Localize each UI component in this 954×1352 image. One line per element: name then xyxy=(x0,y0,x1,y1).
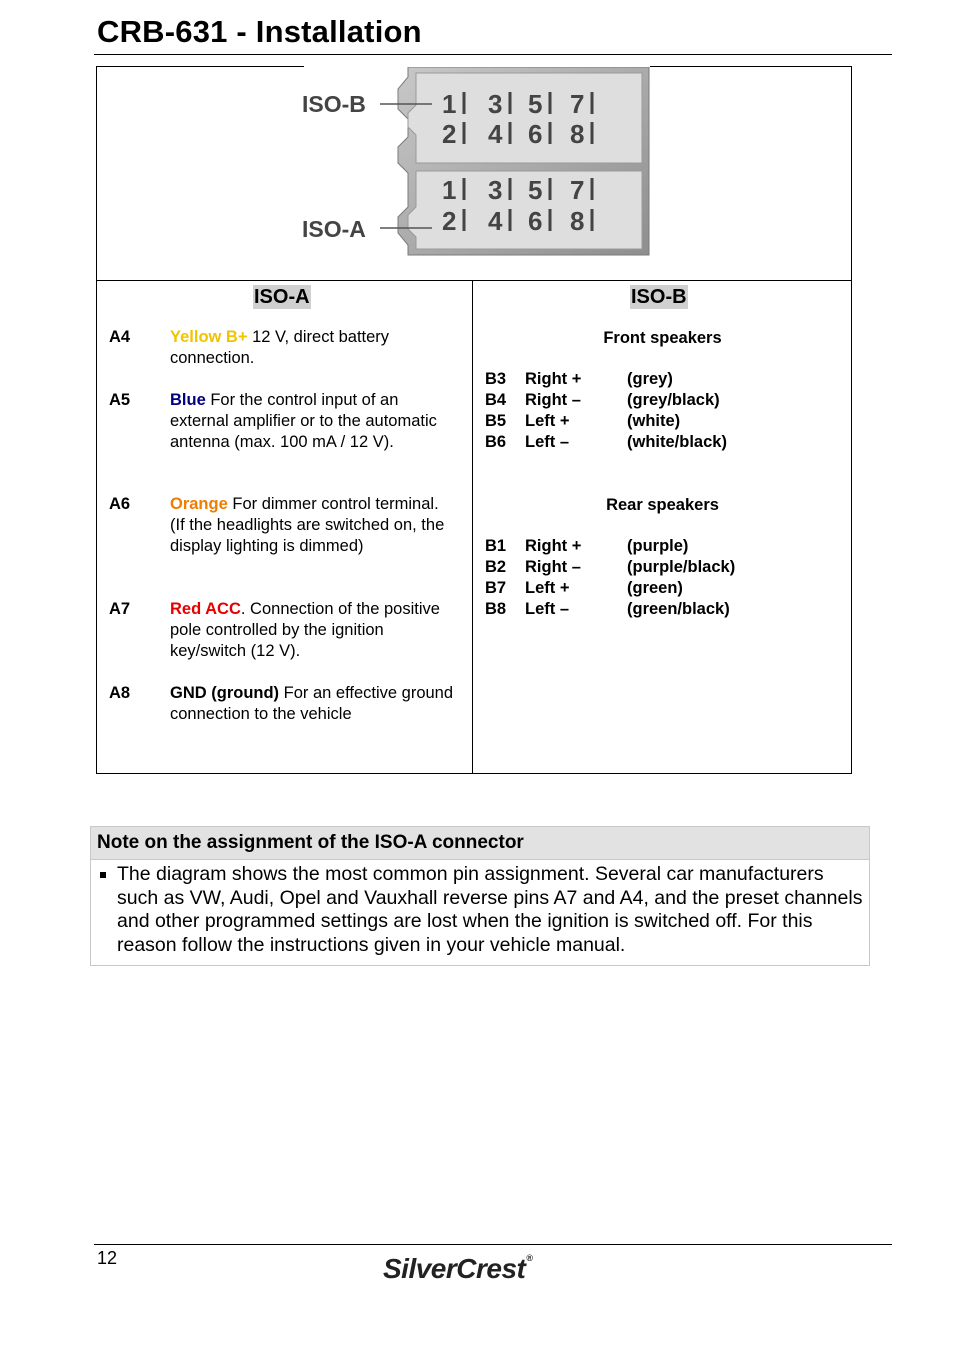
pin-code: B7 xyxy=(485,579,507,597)
pin-code: B3 xyxy=(485,370,507,388)
pin-code: A7 xyxy=(109,600,131,618)
column-divider xyxy=(472,281,473,774)
wire-color-label: Blue xyxy=(170,391,206,409)
upper-pin-2: 2 xyxy=(442,119,457,149)
page-title: CRB-631 - Installation xyxy=(97,14,422,49)
pin-description xyxy=(170,599,454,662)
lower-pin-2: 2 xyxy=(442,206,457,236)
pin-label: Left + xyxy=(525,412,570,430)
rear-speakers-title: Rear speakers xyxy=(606,496,719,514)
wire-color: (purple) xyxy=(627,537,689,555)
pin-description xyxy=(170,327,454,369)
pin-text: For dimmer control terminal. (If the headlights are switched on, the display lighting is dimmed) xyxy=(170,495,445,555)
header-rule xyxy=(94,54,892,55)
upper-pin-7: 7 xyxy=(570,89,585,119)
pin-label: Right – xyxy=(525,558,581,576)
brand-name: SilverCrest xyxy=(383,1253,526,1284)
registered-mark: ® xyxy=(526,1253,533,1263)
lower-pin-1: 1 xyxy=(442,175,457,205)
pin-description xyxy=(170,683,454,725)
pin-code: B1 xyxy=(485,537,507,555)
upper-pin-1: 1 xyxy=(442,89,457,119)
wire-color-label: GND (ground) xyxy=(170,684,280,702)
wire-color: (white) xyxy=(627,412,681,430)
pin-text: For the control input of an external amplifier or to the automatic antenna (max. 100 mA / 12 V). xyxy=(170,391,437,451)
upper-pin-4: 4 xyxy=(488,119,503,149)
wire-color-label: Yellow B+ xyxy=(170,328,248,346)
wire-color: (white/black) xyxy=(627,433,727,451)
pin-code: A4 xyxy=(109,328,131,346)
upper-pin-5: 5 xyxy=(528,89,543,119)
footer-rule xyxy=(94,1244,892,1245)
iso-a-heading: ISO-A xyxy=(254,286,310,308)
pin-label: Right + xyxy=(525,537,582,555)
pin-label: Left – xyxy=(525,600,570,618)
pin-code: B4 xyxy=(485,391,507,409)
pin-code: A6 xyxy=(109,495,131,513)
lower-pin-3: 3 xyxy=(488,175,503,205)
bullet-icon xyxy=(100,872,106,878)
pin-label: Right – xyxy=(525,391,581,409)
iso-b-label: ISO-B xyxy=(302,91,366,117)
pin-label: Right + xyxy=(525,370,582,388)
pin-label: Left + xyxy=(525,579,570,597)
pin-code: B2 xyxy=(485,558,507,576)
connector-diagram-area xyxy=(97,67,851,281)
wire-color-label: Red ACC xyxy=(170,600,241,618)
page-number: 12 xyxy=(97,1248,118,1268)
wire-color: (green/black) xyxy=(627,600,730,618)
pin-assignment-table xyxy=(96,66,852,774)
wire-color: (purple/black) xyxy=(627,558,736,576)
wire-color: (green) xyxy=(627,579,683,597)
front-speakers-title: Front speakers xyxy=(603,329,722,347)
upper-pin-8: 8 xyxy=(570,119,585,149)
wire-color: (grey) xyxy=(627,370,673,388)
pin-label: Left – xyxy=(525,433,570,451)
pin-description xyxy=(170,494,454,557)
pin-code: B5 xyxy=(485,412,507,430)
brand-logo xyxy=(383,1253,533,1285)
lower-pin-7: 7 xyxy=(570,175,585,205)
upper-pin-3: 3 xyxy=(488,89,503,119)
note-box xyxy=(90,826,870,966)
pin-code: B8 xyxy=(485,600,507,618)
lower-pin-6: 6 xyxy=(528,206,543,236)
pin-code: A5 xyxy=(109,391,131,409)
pin-code: A8 xyxy=(109,684,131,702)
pin-code: B6 xyxy=(485,433,507,451)
pin-text: For an effective ground connection to the vehicle xyxy=(170,684,454,723)
pin-text: 12 V, direct battery connection. xyxy=(170,328,390,367)
lower-pin-8: 8 xyxy=(570,206,585,236)
iso-b-heading: ISO-B xyxy=(631,286,687,308)
lower-pin-4: 4 xyxy=(488,206,503,236)
wire-color: (grey/black) xyxy=(627,391,720,409)
iso-connector-diagram xyxy=(302,67,658,263)
note-text: The diagram shows the most common pin assignment. Several car manufacturers such as VW, Audi, Opel and Vauxhall reverse pins A7 and A4, and the preset channels and other programmed settings are lost when the ignition is switched off. For this reason follow the instructions given in your vehicle manual. xyxy=(117,863,863,956)
lower-pin-5: 5 xyxy=(528,175,543,205)
note-title: Note on the assignment of the ISO-A connector xyxy=(91,827,869,860)
upper-pin-6: 6 xyxy=(528,119,543,149)
wire-color-label: Orange xyxy=(170,495,228,513)
pin-text: . Connection of the positive pole controlled by the ignition key/switch (12 V). xyxy=(170,600,440,660)
iso-a-label: ISO-A xyxy=(302,216,366,242)
pin-description xyxy=(170,390,454,453)
